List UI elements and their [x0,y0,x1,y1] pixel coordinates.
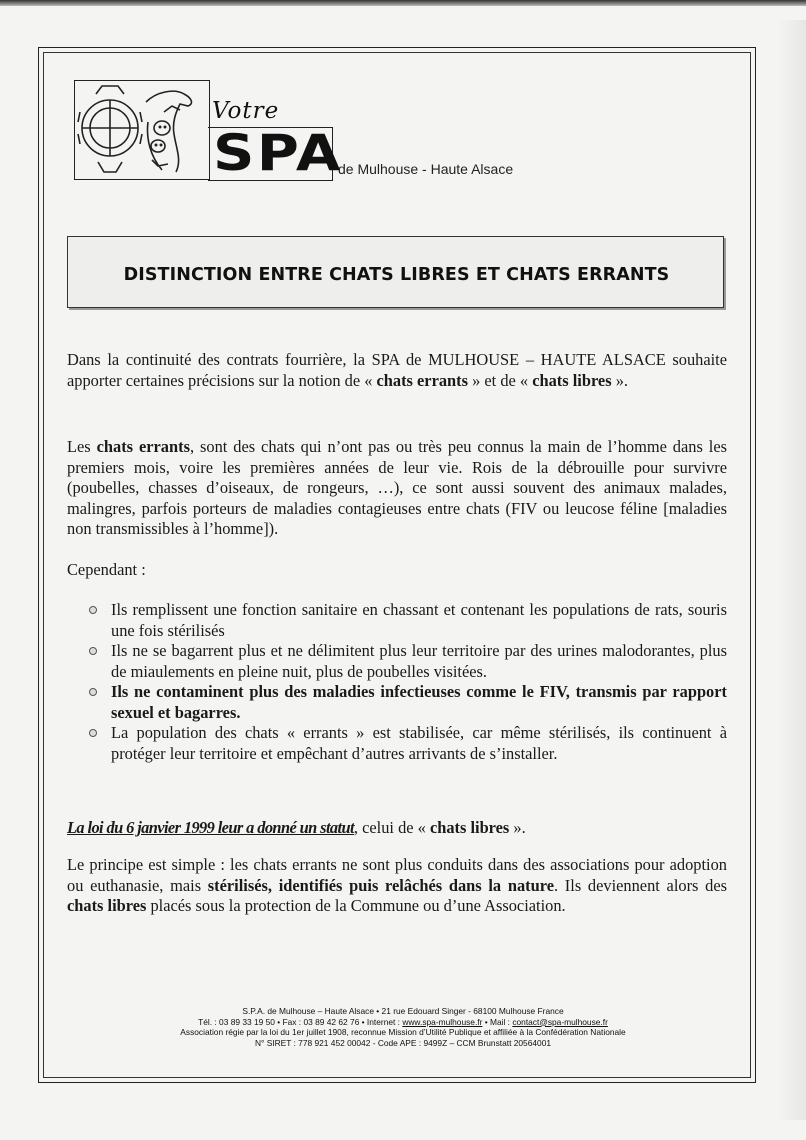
list-item: Ils ne se bagarrent plus et ne délimitent plus leur territoire par des urines malodorantes, plus de miaulements en pleine nuit, plus de poubelles visitées. [87,641,727,682]
paragraph-cependant: Cependant : [67,560,146,579]
list-item: Ils remplissent une fonction sanitaire en chassant et contenant les populations de rats, souris une fois stérilisés [87,600,727,641]
paragraph-intro: Dans la continuité des contrats fourrière, la SPA de MULHOUSE – HAUTE ALSACE souhaite apporter certaines précisions sur la notion de « chats errants » et de « chats libres ». [67,350,727,390]
header-subtitle: de Mulhouse - Haute Alsace [338,161,514,177]
email-link[interactable]: contact@spa-mulhouse.fr [512,1016,608,1027]
bullet-icon [89,606,97,614]
scan-right-shadow [778,20,806,1120]
footer [60,1006,746,1048]
logo-votre-text: Votre [212,98,280,124]
footer-legal: Association régie par la loi du 1er juillet 1908, reconnue Mission d’Utilité Publique et affiliée à la Confédération Nationale [180,1027,626,1038]
footer-address: S.P.A. de Mulhouse – Haute Alsace • 21 rue Edouard Singer - 68100 Mulhouse France [242,1006,564,1016]
paragraph-principe: Le principe est simple : les chats errants ne sont plus conduits dans des associations pour adoption ou euthanasie, mais stérilisés, identifiés puis relâchés dans la nature. Ils deviennent alors des chats libres placés sous la protection de la Commune ou d’une Association. [67,855,727,915]
loi-reference: La loi du 6 janvier 1999 leur a donné un statut [67,818,354,837]
bullet-icon [89,729,97,737]
scan-top-edge [0,0,806,6]
spa-logo-emblem-icon [76,82,208,178]
bullet-icon [89,688,97,696]
paragraph-loi: La loi du 6 janvier 1999 leur a donné un statut, celui de « chats libres ». [67,818,526,837]
website-link[interactable]: www.spa-mulhouse.fr [402,1016,483,1027]
document-title: DISTINCTION ENTRE CHATS LIBRES ET CHATS ERRANTS [123,265,670,285]
footer-contact: Tél. : 03 89 33 19 50 • Fax : 03 89 42 62 76 • Internet : www.spa-mulhouse.fr • Mail : contact@spa-mulhouse.fr [198,1016,608,1027]
footer-siret: N° SIRET : 778 921 452 00042 - Code APE : 9499Z – CCM Brunstatt 20564001 [254,1037,552,1048]
list-item: La population des chats « errants » est stabilisée, car même stérilisés, ils continuent à protéger leur territoire et empêchant d’autres arrivants de s’installer. [87,723,727,764]
paragraph-chats-errants: Les chats errants, sont des chats qui n’ont pas ou très peu connus la main de l’homme dans les premiers mois, voire les premières années de leur vie. Rois de la débrouille pour survivre (poubelles, chasses d’oiseaux, de rongeurs, …), ce sont aussi souvent des animaux malades, malingres, parfois porteurs de maladies contagieuses entre chats (FIV ou leucose féline [maladies non transmissibles à l’homme]). [67,437,727,538]
logo-spa-text: SPA [213,124,343,182]
bullet-list [87,600,727,764]
bullet-icon [89,647,97,655]
list-item: Ils ne contaminent plus des maladies infectieuses comme le FIV, transmis par rapport sexuel et bagarres. [87,682,727,723]
